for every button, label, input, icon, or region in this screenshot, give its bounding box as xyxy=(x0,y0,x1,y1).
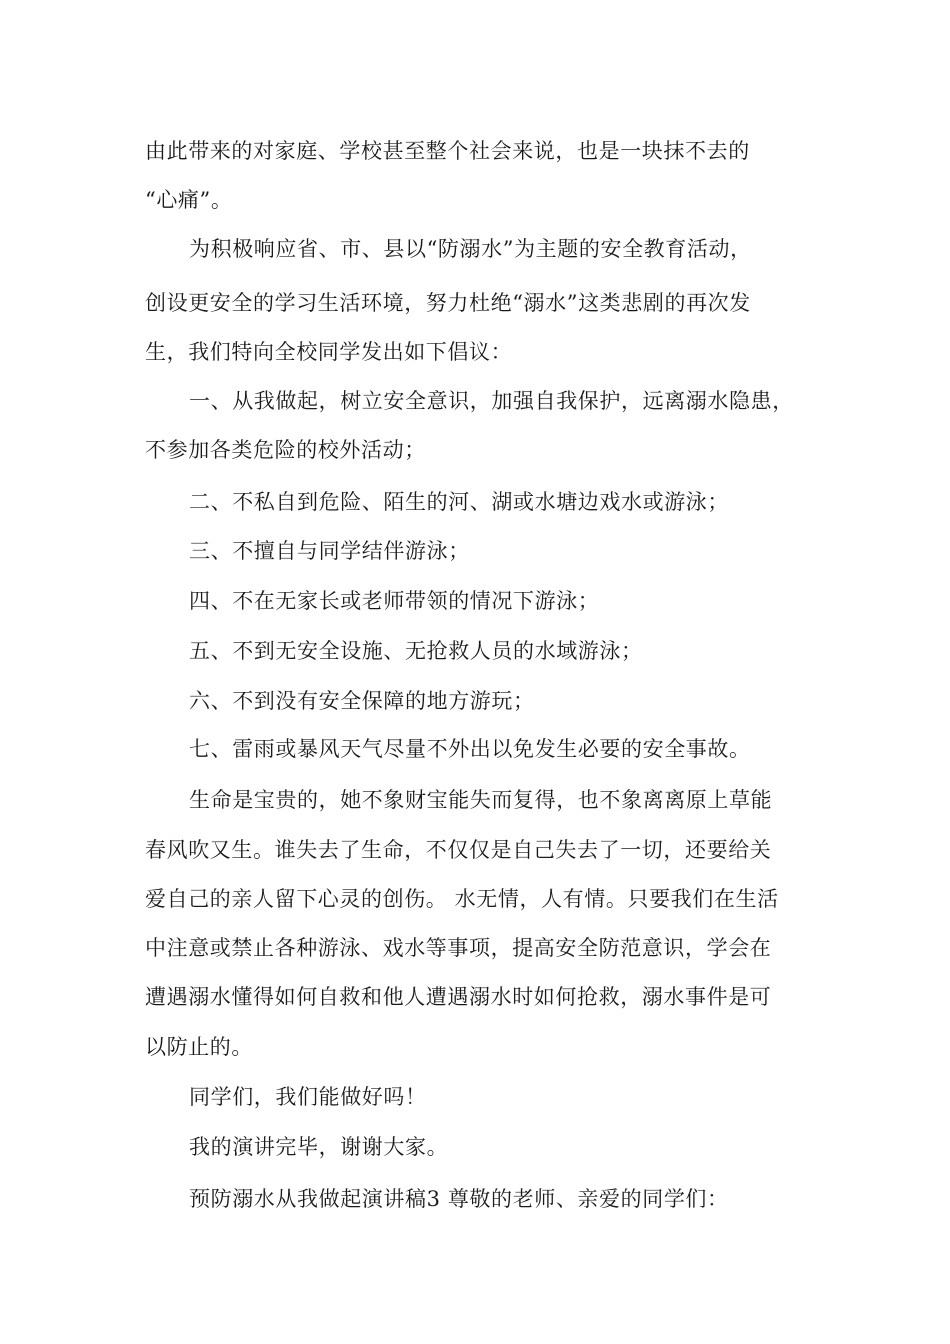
text-line-9: 三、不擅自与同学结伴游泳； xyxy=(189,539,470,563)
text-line-18: 遭遇溺水懂得如何自救和他人遭遇溺水时如何抢救，溺水事件是可 xyxy=(145,985,772,1009)
text-line-1: 由此带来的对家庭、学校甚至整个社会来说，也是一块抹不去的 xyxy=(145,139,750,163)
text-line-16: 爱自己的亲人留下心灵的创伤。 水无情，人有情。只要我们在生活 xyxy=(145,887,779,911)
text-line-22: 预防溺水从我做起演讲稿3 尊敬的老师、亲爱的同学们： xyxy=(189,1187,729,1211)
text-line-17: 中注意或禁止各种游泳、戏水等事项，提高安全防范意识，学会在 xyxy=(145,936,772,960)
text-line-7: 不参加各类危险的校外活动； xyxy=(145,438,426,462)
text-line-10: 四、不在无家长或老师带领的情况下游泳； xyxy=(189,589,600,613)
text-line-6: 一、从我做起，树立安全意识，加强自我保护，远离溺水隐患， xyxy=(189,389,794,413)
text-line-21: 我的演讲完毕，谢谢大家。 xyxy=(189,1135,449,1159)
text-line-20: 同学们，我们能做好吗！ xyxy=(189,1085,427,1109)
text-line-11: 五、不到无安全设施、无抢救人员的水域游泳； xyxy=(189,639,643,663)
text-line-14: 生命是宝贵的，她不象财宝能失而复得，也不象离离原上草能 xyxy=(189,788,773,812)
text-line-5: 生，我们特向全校同学发出如下倡议： xyxy=(145,340,513,364)
text-line-13: 七、雷雨或暴风天气尽量不外出以免发生必要的安全事故。 xyxy=(189,737,751,761)
text-line-2: “心痛”。 xyxy=(145,188,233,212)
text-line-3: 为积极响应省、市、县以“防溺水”为主题的安全教育活动， xyxy=(189,237,752,261)
text-line-15: 春风吹又生。谁失去了生命，不仅仅是自己失去了一切，还要给关 xyxy=(145,838,772,862)
text-line-4: 创设更安全的学习生活环境，努力杜绝“溺水”这类悲剧的再次发 xyxy=(145,291,751,315)
text-line-8: 二、不私自到危险、陌生的河、湖或水塘边戏水或游泳； xyxy=(189,490,729,514)
text-line-12: 六、不到没有安全保障的地方游玩； xyxy=(189,689,535,713)
text-line-19: 以防止的。 xyxy=(145,1035,253,1059)
